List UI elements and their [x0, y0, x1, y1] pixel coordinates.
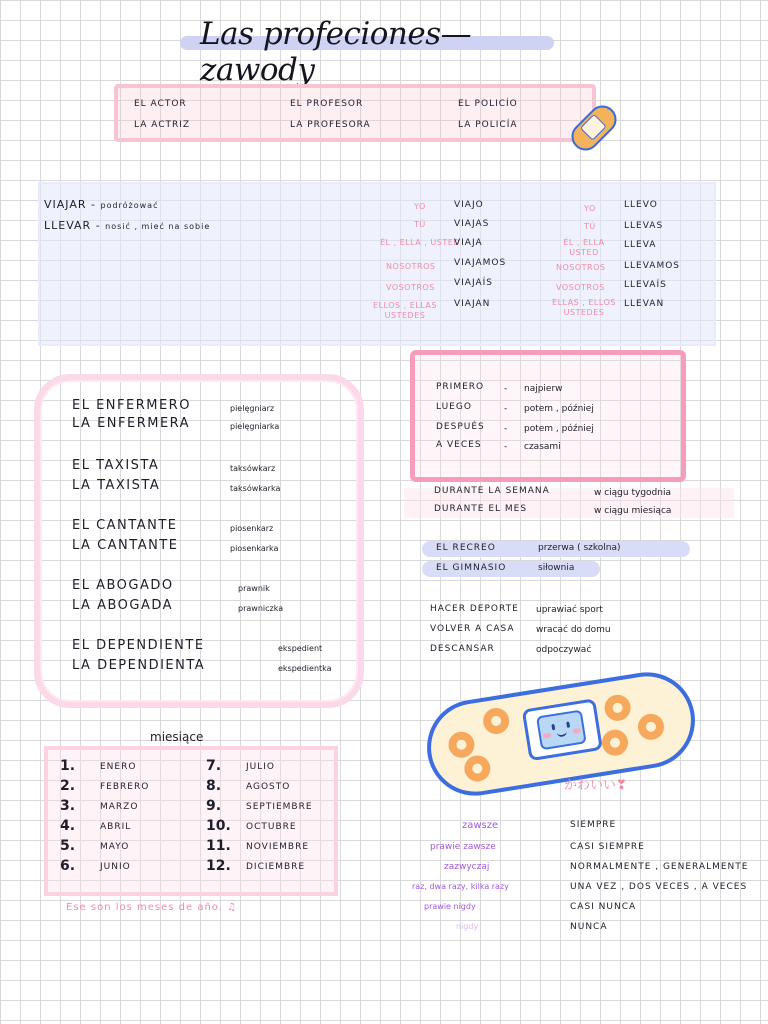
month-name: ABRIL	[100, 822, 132, 832]
pronoun-vosotros: VOSOTROS	[386, 283, 435, 292]
month-number: 7.	[206, 758, 222, 774]
month-name: FEBRERO	[100, 782, 150, 792]
cloud-prof-pl: ekspedient	[278, 644, 323, 653]
durante-pl: w ciągu miesiąca	[594, 506, 672, 516]
cloud-prof-pl: piosenkarz	[230, 524, 274, 533]
durante-es: DURANTE LA SEMANA	[434, 486, 550, 496]
pronoun-yo: YO	[414, 202, 426, 211]
sequence-es: PRIMERO	[436, 382, 485, 392]
cloud-prof-es: EL TAXISTA	[72, 458, 160, 473]
activity-es: DESCANSAR	[430, 644, 495, 654]
pronoun2-tu: TÚ	[584, 222, 596, 231]
cloud-prof-es: LA ENFERMERA	[72, 416, 191, 431]
month-name: SEPTIEMBRE	[246, 802, 313, 812]
month-name: DICIEMBRE	[246, 862, 306, 872]
prof-policia: LA POLICÍA	[458, 120, 518, 130]
frequency-es: NORMALMENTE , GENERALMENTE	[570, 862, 749, 872]
prof-policio: EL POLICÍO	[458, 99, 518, 109]
cloud-prof-pl: prawniczka	[238, 604, 284, 613]
frequency-es: CASI SIEMPRE	[570, 842, 645, 852]
pronoun-ellos: ELLOS , ELLAS USTEDES	[373, 301, 437, 320]
durante-es: DURANTE EL MES	[434, 504, 528, 514]
cloud-prof-pl: taksówkarka	[230, 484, 281, 493]
pronoun2-vosotros: VOSOTROS	[556, 283, 605, 292]
place-pl: przerwa ( szkolna)	[538, 543, 621, 553]
activity-es: VOLVER A CASA	[430, 624, 515, 634]
frequency-es: CASI NUNCA	[570, 902, 637, 912]
frequency-pl: prawie zawsze	[430, 842, 496, 852]
sequence-dash: -	[504, 424, 508, 434]
cloud-prof-es: LA ABOGADA	[72, 598, 174, 613]
month-number: 12.	[206, 858, 231, 874]
sequence-pl: potem , później	[524, 424, 594, 434]
frequency-pl: prawie nigdy	[424, 902, 476, 911]
frequency-pl: nigdy	[456, 922, 479, 931]
months-title: miesiące	[150, 730, 204, 744]
conj-llevas: LLEVAS	[624, 221, 664, 231]
month-name: AGOSTO	[246, 782, 291, 792]
month-number: 2.	[60, 778, 76, 794]
kawaii-label: かわいい❣	[564, 778, 627, 793]
place-pl: siłownia	[538, 563, 575, 573]
month-number: 9.	[206, 798, 222, 814]
cloud-prof-es: EL ENFERMERO	[72, 398, 191, 413]
month-name: MARZO	[100, 802, 139, 812]
sequence-pl: najpierw	[524, 384, 563, 394]
conj-lleva: LLEVA	[624, 240, 657, 250]
month-number: 11.	[206, 838, 231, 854]
prof-actor: EL ACTOR	[134, 99, 187, 109]
month-name: OCTUBRE	[246, 822, 297, 832]
professions-top-box	[114, 84, 596, 142]
sequence-es: LUEGO	[436, 402, 472, 412]
sequence-pl: potem , później	[524, 404, 594, 414]
pronoun2-nosotros: NOSOTROS	[556, 263, 606, 272]
frequency-pl: raz, dwa razy, kilka razy	[412, 882, 509, 891]
months-box	[44, 746, 338, 896]
sequence-box	[410, 350, 686, 482]
month-name: JUNIO	[100, 862, 131, 872]
cloud-prof-es: EL DEPENDIENTE	[72, 638, 205, 653]
conj-llevais: LLEVAÍS	[624, 280, 667, 290]
frequency-es: UNA VEZ , DOS VECES , A VECES	[570, 882, 748, 892]
activity-pl: uprawiać sport	[536, 605, 603, 615]
activity-pl: wracać do domu	[536, 625, 611, 635]
conj-viaja: VIAJA	[454, 238, 483, 248]
cloud-prof-pl: taksówkarz	[230, 464, 276, 473]
conj-viajo: VIAJO	[454, 200, 484, 210]
month-name: ENERO	[100, 762, 137, 772]
verb-viajar: VIAJAR - podróżować	[44, 198, 159, 211]
sequence-pl: czasami	[524, 442, 561, 452]
conj-viajas: VIAJAS	[454, 219, 490, 229]
pronoun-tu: TÚ	[414, 220, 426, 229]
month-name: MAYO	[100, 842, 130, 852]
cloud-prof-pl: ekspedientka	[278, 664, 332, 673]
frequency-pl: zawsze	[462, 820, 499, 831]
conj-llevo: LLEVO	[624, 200, 658, 210]
activity-es: HACER DEPORTE	[430, 604, 519, 614]
pronoun2-yo: YO	[584, 204, 596, 213]
durante-pl: w ciągu tygodnia	[594, 488, 671, 498]
cloud-prof-es: LA CANTANTE	[72, 538, 179, 553]
month-name: NOVIEMBRE	[246, 842, 310, 852]
pronoun-nosotros: NOSOTROS	[386, 262, 436, 271]
place-es: EL RECREO	[436, 543, 496, 553]
month-number: 10.	[206, 818, 231, 834]
pronoun2-el: ÉL , ELLA USTED	[563, 238, 605, 257]
verb-llevar: LLEVAR - nosić , mieć na sobie	[44, 219, 211, 232]
month-number: 3.	[60, 798, 76, 814]
sequence-es: DESPUÉS	[436, 422, 485, 432]
cloud-prof-es: EL CANTANTE	[72, 518, 178, 533]
month-number: 6.	[60, 858, 76, 874]
activity-pl: odpoczywać	[536, 645, 592, 655]
conj-llevamos: LLEVAMOS	[624, 261, 681, 271]
pronoun2-ellos: ELLAS , ELLOS USTEDES	[552, 298, 616, 317]
conj-viajais: VIAJAÍS	[454, 278, 493, 288]
frequency-es: SIEMPRE	[570, 820, 617, 830]
months-note: Ese son los meses de año. ♫	[66, 902, 238, 913]
prof-actriz: LA ACTRIZ	[134, 120, 191, 130]
month-number: 1.	[60, 758, 76, 774]
conj-llevan: LLEVAN	[624, 299, 665, 309]
pronoun-el: ÉL , ELLA , USTED	[380, 238, 460, 247]
month-number: 5.	[60, 838, 76, 854]
prof-profesora: LA PROFESORA	[290, 120, 371, 130]
place-es: EL GIMNASIO	[436, 563, 507, 573]
conj-viajan: VIAJAN	[454, 299, 491, 309]
cloud-prof-es: LA TAXISTA	[72, 478, 161, 493]
sequence-es: A VECES	[436, 440, 482, 450]
sequence-dash: -	[504, 384, 508, 394]
bandaid-sticker-large	[420, 665, 702, 802]
cloud-prof-pl: pielęgniarz	[230, 404, 275, 413]
cloud-prof-es: LA DEPENDIENTA	[72, 658, 206, 673]
month-number: 4.	[60, 818, 76, 834]
frequency-es: NUNCA	[570, 922, 608, 932]
sequence-dash: -	[504, 404, 508, 414]
frequency-pl: zazwyczaj	[444, 862, 490, 872]
sequence-dash: -	[504, 442, 508, 452]
month-number: 8.	[206, 778, 222, 794]
page-title: Las profeciones— zawody	[200, 16, 472, 88]
month-name: JULIO	[246, 762, 275, 772]
smile-face-icon	[536, 710, 587, 751]
cloud-prof-pl: piosenkarka	[230, 544, 279, 553]
conj-viajamos: VIAJAMOS	[454, 258, 507, 268]
cloud-prof-pl: pielęgniarka	[230, 422, 280, 431]
prof-profesor: EL PROFESOR	[290, 99, 364, 109]
cloud-prof-es: EL ABOGADO	[72, 578, 174, 593]
cloud-prof-pl: prawnik	[238, 584, 270, 593]
